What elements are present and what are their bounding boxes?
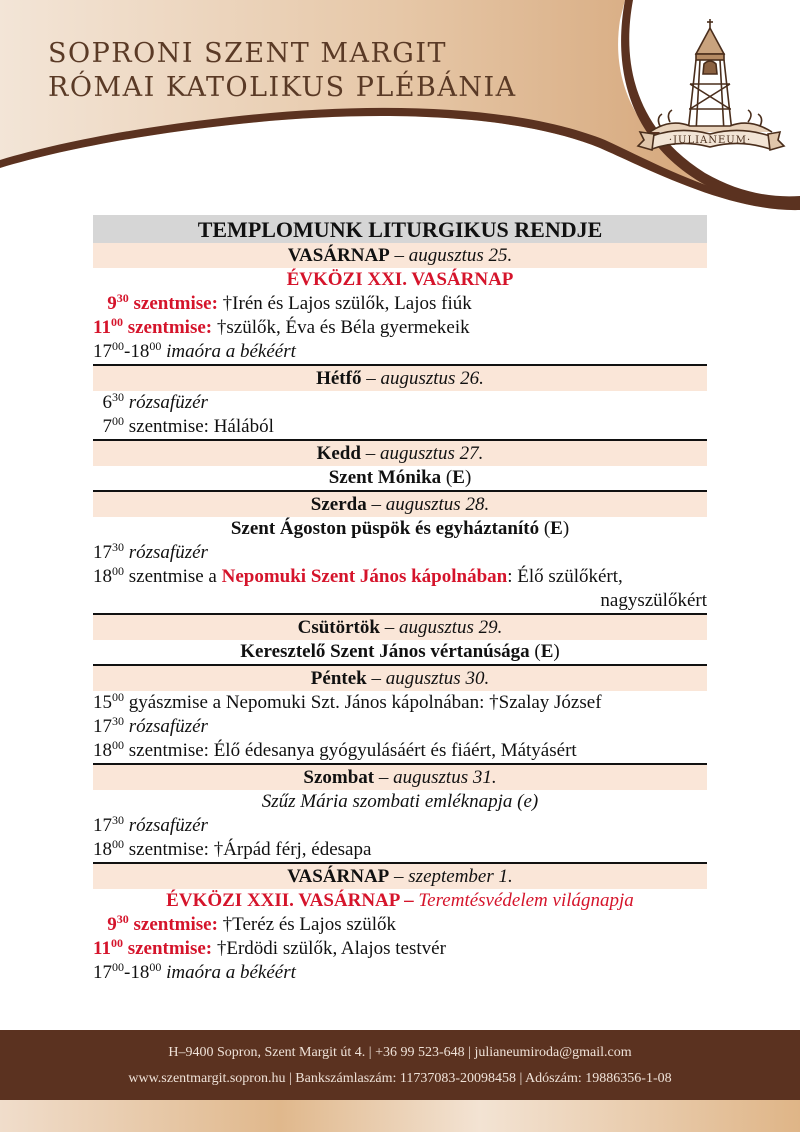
feast-name: Keresztelő Szent János vértanúsága [240,641,530,662]
day-header-thursday [93,613,707,640]
schedule-item [93,391,707,415]
feast-paren: ( [539,518,551,539]
feast-title [93,466,707,490]
time-hour: 6 [102,392,112,413]
mass-time [93,317,212,338]
feast-paren: ( [529,641,541,662]
time-minute: 30 [112,714,124,728]
feast-title [93,517,707,541]
schedule-item [93,691,707,715]
time-dash: - [124,962,131,983]
schedule-item [93,715,707,739]
memorial-name: Szűz Mária szombati emléknapja (e) [261,791,539,812]
mass-label: szentmise: [128,914,218,935]
day-date: augusztus 27. [379,443,484,464]
mass-label: szentmise: [122,317,213,338]
footer-address-line: H–9400 Sopron, Szent Margit út 4. | +36 99 523-648 | julianeumiroda@gmail.com [168,1045,632,1060]
time-hour: 18 [93,839,112,860]
day-name: Péntek [310,668,367,689]
event-text: rózsafüzér [124,716,208,737]
schedule-item [93,316,707,340]
time-hour: 9 [107,293,117,314]
time-hour: 18 [130,962,150,983]
schedule-item [93,565,707,589]
feast-rank: E [550,518,563,539]
mass-time [107,293,218,314]
footer-decorative-band [0,1100,800,1132]
time-minute: 00 [112,738,124,752]
event-text: szentmise: Hálából [124,416,274,437]
feast-name: ÉVKÖZI XXI. VASÁRNAP [286,269,514,290]
time-hour: 11 [93,938,111,959]
feast-rank: E [540,641,554,662]
day-name: Szerda [310,494,367,515]
footer-web-bank-line: www.szentmargit.sopron.hu | Bankszámlaszám: 11737083-20098458 | Adószám: 19886356-1-08 [128,1071,672,1086]
day-date: szeptember 1. [408,866,513,887]
day-separator: – [361,368,381,389]
schedule-item [93,340,707,364]
day-name: Hétfő [316,368,362,389]
mass-time [107,914,218,935]
mass-label: szentmise: [128,293,218,314]
event-text: imaóra a békéért [161,341,296,362]
event-text: szentmise: Élő édesanya gyógyulásáért és fiáért, Mátyásért [124,740,577,761]
time-dash: - [124,341,131,362]
day-header-sunday-sep1 [93,862,707,889]
time-minute: 00 [112,414,124,428]
feast-title [93,640,707,664]
time-hour: 11 [93,317,111,338]
time-hour: 17 [93,962,112,983]
day-name: Kedd [316,443,361,464]
schedule-item [93,739,707,763]
memorial-title [93,790,707,814]
mass-intention: †Erdödi szülők, Alajos testvér [212,938,446,959]
day-separator: – [379,617,399,638]
day-date: augusztus 29. [398,617,503,638]
schedule-item [93,838,707,862]
contact-footer [0,1030,800,1100]
time-hour: 9 [107,914,117,935]
feast-name: Szent Mónika [328,467,442,488]
event-text: szentmise a [124,566,222,587]
schedule-item [93,961,707,985]
parish-title-line1: SOPRONI SZENT MARGIT [48,38,448,69]
liturgical-schedule [93,215,707,985]
schedule-item [93,913,707,937]
time-hour: 17 [93,716,112,737]
feast-rank: E [452,467,465,488]
time-hour: 15 [93,692,112,713]
feast-paren: ) [464,467,472,488]
logo-label: ·JULIANEUM· [668,135,752,146]
event-text: gyászmise a Nepomuki Szt. János kápolnában: †Szalay József [124,692,602,713]
day-header-saturday [93,763,707,790]
schedule-item [93,814,707,838]
day-date: augusztus 25. [408,245,513,266]
day-separator: – [389,866,409,887]
day-name: VASÁRNAP [287,245,390,266]
event-text: rózsafüzér [124,392,208,413]
mass-intention: †Irén és Lajos szülők, Lajos fiúk [217,293,472,314]
day-header-wednesday [93,490,707,517]
schedule-item [93,937,707,961]
schedule-item [93,292,707,316]
time-minute: 00 [110,936,123,950]
feast-paren: ) [553,641,560,662]
feast-subtitle: Teremtésvédelem világnapja [418,890,634,911]
mass-intention: †Teréz és Lajos szülők [217,914,396,935]
feast-name: Szent Ágoston püspök és egyháztanító [230,518,540,539]
schedule-item-continuation: nagyszülőkért [600,590,707,611]
time-minute: 30 [116,912,129,926]
event-text: szentmise: †Árpád férj, édesapa [124,839,372,860]
time-minute: 00 [149,960,162,974]
mass-intention: : Élő szülőkért, [507,566,623,587]
day-separator: – [366,494,386,515]
day-date: augusztus 28. [385,494,490,515]
event-text: imaóra a békéért [161,962,296,983]
time-hour: 18 [130,341,150,362]
schedule-item [93,415,707,439]
time-hour: 17 [93,815,112,836]
day-header-tuesday [93,439,707,466]
parish-title-line2: RÓMAI KATOLIKUS PLÉBÁNIA [48,72,517,103]
time-minute: 00 [149,339,162,353]
time-minute: 30 [112,540,124,554]
time-minute: 30 [112,390,124,404]
day-date: augusztus 26. [380,368,484,389]
day-date: augusztus 30. [385,668,490,689]
time-minute: 00 [112,960,124,974]
time-minute: 00 [112,690,124,704]
mass-label: szentmise: [122,938,213,959]
time-hour: 17 [93,341,112,362]
time-hour: 17 [93,542,112,563]
feast-title [93,889,707,913]
time-minute: 00 [110,315,123,329]
feast-dash: – [399,890,419,911]
day-separator: – [389,245,409,266]
day-separator: – [360,443,380,464]
feast-title [93,268,707,292]
time-minute: 00 [112,564,124,578]
chapel-name: Nepomuki Szent János kápolnában [221,566,508,587]
time-minute: 30 [112,813,124,827]
day-name: Szombat [303,767,375,788]
day-header-friday [93,664,707,691]
time-minute: 00 [112,837,124,851]
schedule-item [93,541,707,565]
feast-paren: ( [441,467,453,488]
mass-time [93,938,212,959]
time-hour: 18 [93,566,112,587]
day-separator: – [374,767,394,788]
day-name: VASÁRNAP [287,866,390,887]
day-header-monday [93,364,707,391]
day-separator: – [366,668,386,689]
time-hour: 7 [102,416,112,437]
mass-intention: †szülők, Éva és Béla gyermekeik [212,317,470,338]
day-date: augusztus 31. [393,767,497,788]
time-hour: 18 [93,740,112,761]
time-minute: 30 [116,291,129,305]
day-name: Csütörtök [297,617,380,638]
feast-name: ÉVKÖZI XXII. VASÁRNAP [166,890,400,911]
day-header-sunday-aug25 [93,243,707,268]
time-minute: 00 [112,339,124,353]
event-text: rózsafüzér [124,815,208,836]
schedule-heading: TEMPLOMUNK LITURGIKUS RENDJE [93,215,707,243]
feast-paren: ) [562,518,570,539]
event-text: rózsafüzér [124,542,208,563]
